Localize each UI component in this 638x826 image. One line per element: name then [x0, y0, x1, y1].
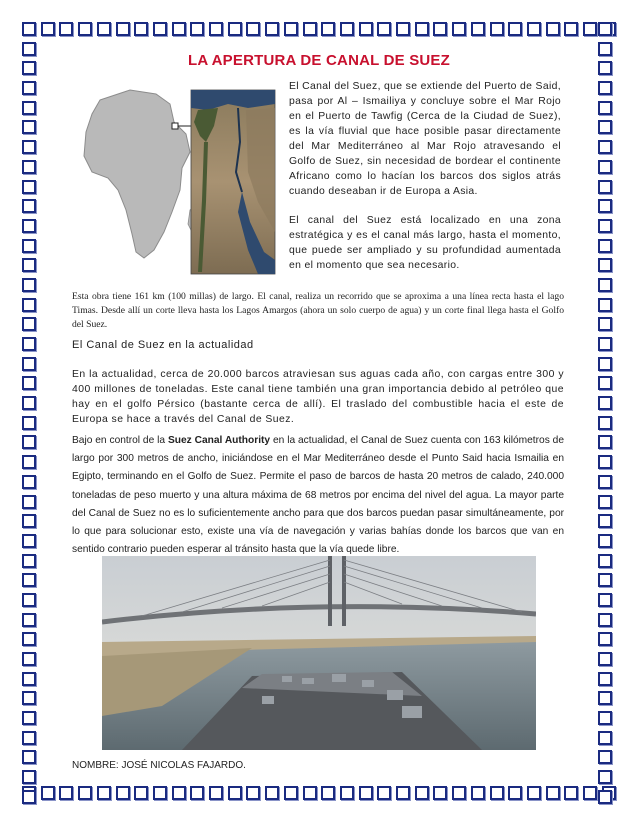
border-tile	[22, 416, 36, 430]
border-tile	[246, 22, 260, 36]
border-tile	[598, 534, 612, 548]
border-tile	[340, 786, 354, 800]
section-heading: El Canal de Suez en la actualidad	[72, 339, 254, 351]
border-tile	[116, 786, 130, 800]
border-tile	[598, 711, 612, 725]
intro-paragraph-2: El canal del Suez está localizado en una zona estratégica y es el canal más largo, hasta el momento, que puede ser ampliado y su profundidad aumentada en el momento que sea necesario.	[289, 215, 561, 271]
border-tile	[209, 786, 223, 800]
border-tile	[598, 593, 612, 607]
border-tile	[598, 790, 612, 804]
border-tile	[22, 376, 36, 390]
border-tile	[359, 786, 373, 800]
border-tile	[598, 120, 612, 134]
border-tile	[598, 672, 612, 686]
border-tile	[22, 514, 36, 528]
border-tile	[116, 22, 130, 36]
border-tile	[22, 199, 36, 213]
border-tile	[97, 22, 111, 36]
border-tile	[134, 22, 148, 36]
border-tile	[396, 786, 410, 800]
border-tile	[22, 298, 36, 312]
border-tile	[598, 652, 612, 666]
border-tile	[190, 22, 204, 36]
border-tile	[22, 160, 36, 174]
border-tile	[265, 22, 279, 36]
border-tile	[284, 22, 298, 36]
border-tile	[508, 22, 522, 36]
border-tile	[598, 199, 612, 213]
border-tile	[22, 554, 36, 568]
border-tile	[22, 495, 36, 509]
page-title: LA APERTURA DE CANAL DE SUEZ	[188, 52, 450, 69]
border-tile	[598, 613, 612, 627]
border-tile	[415, 786, 429, 800]
border-tile	[41, 786, 55, 800]
border-tile	[22, 632, 36, 646]
border-tile	[134, 786, 148, 800]
author-name: NOMBRE: JOSÉ NICOLAS FAJARDO.	[72, 760, 246, 771]
border-tile	[22, 278, 36, 292]
border-tile	[598, 298, 612, 312]
border-tile	[598, 239, 612, 253]
border-tile	[598, 357, 612, 371]
border-tile	[598, 691, 612, 705]
border-tile	[321, 786, 335, 800]
border-tile	[377, 786, 391, 800]
border-tile	[564, 22, 578, 36]
border-right	[598, 22, 616, 804]
border-tile	[598, 632, 612, 646]
border-tile	[172, 786, 186, 800]
border-tile	[546, 22, 560, 36]
border-tile	[471, 786, 485, 800]
border-tile	[172, 22, 186, 36]
border-tile	[228, 786, 242, 800]
suez-bridge-photo	[102, 556, 536, 750]
border-tile	[598, 101, 612, 115]
border-tile	[527, 786, 541, 800]
border-tile	[22, 180, 36, 194]
border-tile	[284, 786, 298, 800]
border-tile	[583, 22, 597, 36]
border-tile	[22, 120, 36, 134]
border-tile	[598, 337, 612, 351]
border-tile	[22, 790, 36, 804]
border-tile	[598, 160, 612, 174]
border-tile	[598, 22, 612, 36]
border-tile	[508, 786, 522, 800]
border-tile	[433, 22, 447, 36]
border-tile	[598, 554, 612, 568]
border-tile	[190, 786, 204, 800]
border-tile	[209, 22, 223, 36]
suez-canal-authority: Suez Canal Authority	[167, 435, 271, 446]
border-tile	[598, 731, 612, 745]
border-tile	[22, 573, 36, 587]
border-tile	[598, 750, 612, 764]
border-tile	[598, 770, 612, 784]
section-paragraph-2	[72, 432, 564, 559]
border-tile	[22, 219, 36, 233]
border-tile	[527, 22, 541, 36]
border-tile	[22, 672, 36, 686]
africa-silhouette	[84, 90, 190, 258]
intro-paragraph-1: El Canal del Suez, que se extiende del Puerto de Said, pasa por Al – Ismailiya y concluye sobre el Mar Rojo en el Puerto de Tawfig (Cerca de la Ciudad de Suez), es la vía fluvial que hace posible pasar directamente del Mar Mediterráneo al Mar Rojo atravesando el Golfo de Suez, sin necesidad de bordear el continente Africano como lo hacían los barcos dos siglos atrás cuando deseaban ir de Europa a Asia.	[289, 81, 561, 197]
border-tile	[22, 691, 36, 705]
border-tile	[598, 396, 612, 410]
border-tile	[598, 416, 612, 430]
border-tile	[22, 81, 36, 95]
border-tile	[598, 475, 612, 489]
border-tile	[303, 22, 317, 36]
border-tile	[598, 573, 612, 587]
border-tile	[598, 495, 612, 509]
border-tile	[377, 22, 391, 36]
border-tile	[598, 278, 612, 292]
border-tile	[321, 22, 335, 36]
border-tile	[303, 786, 317, 800]
border-tile	[22, 435, 36, 449]
border-bottom	[22, 786, 616, 804]
border-tile	[22, 613, 36, 627]
border-tile	[22, 534, 36, 548]
border-tile	[22, 140, 36, 154]
border-tile	[22, 357, 36, 371]
africa-suez-map-image	[78, 82, 278, 282]
border-tile	[59, 22, 73, 36]
border-tile	[490, 22, 504, 36]
border-tile	[598, 514, 612, 528]
border-tile	[59, 786, 73, 800]
border-tile	[452, 22, 466, 36]
border-tile	[22, 258, 36, 272]
border-tile	[78, 22, 92, 36]
border-tile	[598, 180, 612, 194]
border-tile	[546, 786, 560, 800]
border-tile	[22, 396, 36, 410]
border-tile	[433, 786, 447, 800]
border-tile	[22, 475, 36, 489]
border-tile	[415, 22, 429, 36]
border-tile	[41, 22, 55, 36]
border-tile	[228, 22, 242, 36]
border-tile	[22, 455, 36, 469]
border-tile	[22, 750, 36, 764]
border-tile	[359, 22, 373, 36]
border-left	[22, 22, 40, 804]
border-tile	[452, 786, 466, 800]
section-paragraph-2-start: Bajo en control de la	[72, 435, 168, 446]
section-paragraph-2-rest: en la actualidad, el Canal de Suez cuenta con 163 kilómetros de largo por 300 metros de ancho, iniciándose en el Mar Mediterráneo desde el Punto Said hacia Ismailia en Egipto, terminando en el Golfo de Suez. Permite el paso de barcos de hasta 20 metros de calado, 240.000 toneladas de peso muerto y una altura máxima de 68 metros por encima del nivel del agua. La mayor parte del Canal de Suez no es lo suficientemente ancho para que dos barcos puedan pasar simultáneamente, por lo que para solucionar esto, existe una vía de navegación y varias bahías donde los barcos que van en sentido contrario pueden esperar al tránsito hasta que la vía quede libre.	[72, 435, 564, 556]
border-tile	[583, 786, 597, 800]
border-tile	[22, 239, 36, 253]
border-tile	[22, 22, 36, 36]
border-top	[22, 22, 616, 40]
length-paragraph: Esta obra tiene 161 km (100 millas) de largo. El canal, realiza un recorrido que se aproxima a una línea recta hasta el lago Timas. Desde allí un corte lleva hasta los Lagos Amargos (ahora un solo cuerpo de agua) y un corte final llega hasta el Golfo del Suez.	[72, 291, 564, 331]
border-tile	[598, 317, 612, 331]
border-tile	[564, 786, 578, 800]
border-tile	[97, 786, 111, 800]
border-tile	[22, 711, 36, 725]
border-tile	[246, 786, 260, 800]
border-tile	[598, 219, 612, 233]
border-tile	[22, 337, 36, 351]
border-tile	[471, 22, 485, 36]
border-tile	[78, 786, 92, 800]
border-tile	[22, 317, 36, 331]
border-tile	[598, 140, 612, 154]
border-tile	[22, 731, 36, 745]
border-tile	[22, 652, 36, 666]
border-tile	[598, 376, 612, 390]
border-tile	[22, 593, 36, 607]
border-tile	[396, 22, 410, 36]
border-tile	[22, 770, 36, 784]
border-tile	[153, 786, 167, 800]
border-tile	[598, 455, 612, 469]
border-tile	[598, 258, 612, 272]
border-tile	[598, 435, 612, 449]
border-tile	[265, 786, 279, 800]
border-tile	[153, 22, 167, 36]
border-tile	[598, 81, 612, 95]
border-tile	[490, 786, 504, 800]
border-tile	[22, 101, 36, 115]
section-paragraph-1: En la actualidad, cerca de 20.000 barcos atraviesan sus aguas cada año, con cargas entre 300 y 400 millones de toneladas. Este canal tiene también una gran importancia debido al petróleo que hay en el golfo Pérsico (bastante cerca de allí). El traslado del combustible hacia el este de Europa se hace a través del Canal de Suez.	[72, 369, 564, 425]
border-tile	[340, 22, 354, 36]
